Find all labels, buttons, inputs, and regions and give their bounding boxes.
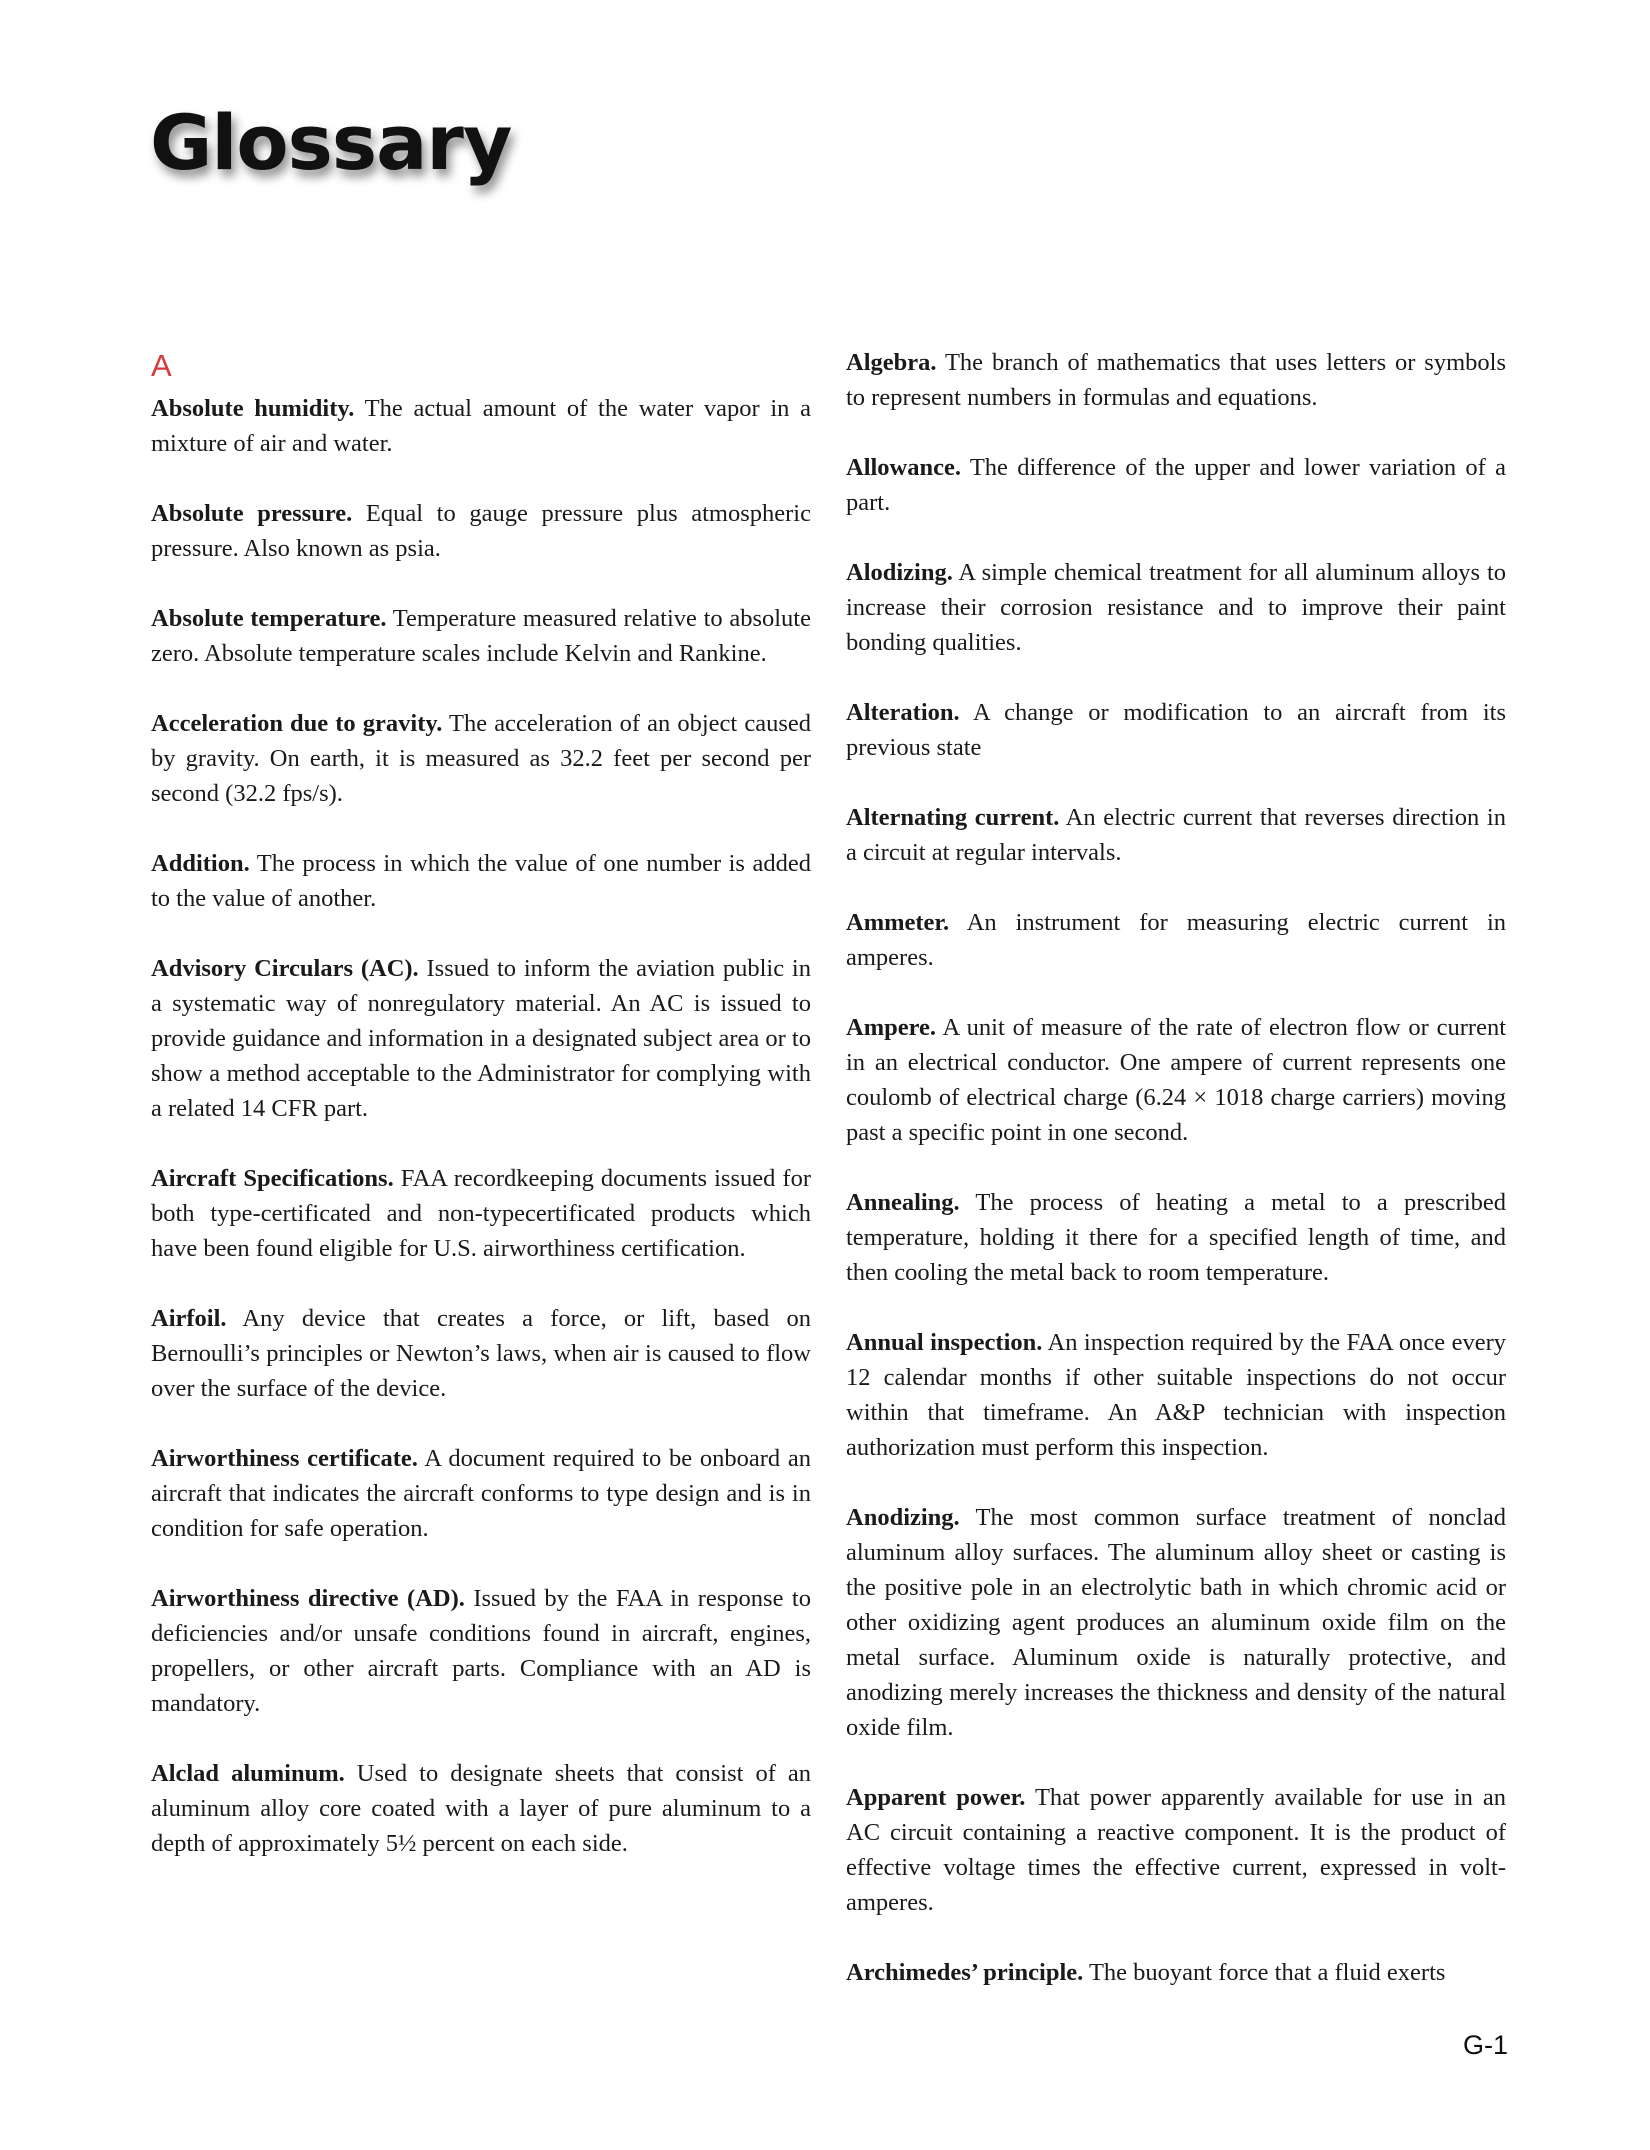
glossary-definition: The buoyant force that a fluid exerts [1083,1959,1446,1986]
glossary-entry [151,1441,811,1546]
glossary-definition: Used to designate sheets that consist of an aluminum alloy core coated with a layer of pure aluminum to a depth of approximately 5½ percent on each side. [151,1760,811,1858]
glossary-entry [846,800,1506,870]
glossary-term: Absolute temperature. [151,605,387,633]
glossary-entry [846,1780,1506,1920]
glossary-term: Airfoil. [151,1305,227,1333]
glossary-entry [151,1581,811,1721]
glossary-term: Alodizing. [846,559,953,586]
glossary-entry [846,555,1506,660]
glossary-entry [846,1500,1506,1745]
entry-list-right [846,345,1506,1990]
glossary-entry [151,846,811,916]
glossary-definition: That power apparently available for use in an AC circuit containing a reactive component. It is the product of effective voltage times the effective current, expressed in volt-amperes. [846,1784,1506,1916]
glossary-entry [151,1161,811,1266]
glossary-term: Archimedes’ principle. [846,1959,1084,1986]
glossary-term: Apparent power. [846,1784,1026,1811]
glossary-entry [151,706,811,811]
glossary-entry [846,905,1506,975]
glossary-definition: Issued by the FAA in response to deficiencies and/or unsafe conditions found in aircraft, engines, propellers, or other aircraft parts. Compliance with an AD is mandatory. [151,1585,811,1718]
glossary-definition: The branch of mathematics that uses letters or symbols to represent numbers in formulas and equations. [846,349,1506,411]
glossary-definition: A change or modification to an aircraft from its previous state [846,699,1506,761]
glossary-term: Addition. [151,850,250,878]
glossary-definition: Any device that creates a force, or lift, based on Bernoulli’s principles or Newton’s laws, when air is caused to flow over the surface of the device. [151,1305,811,1403]
glossary-term: Annealing. [846,1189,960,1216]
page-number: G-1 [1462,2030,1508,2060]
glossary-entry [846,345,1506,415]
glossary-term: Algebra. [846,349,937,376]
glossary-definition: Temperature measured relative to absolute zero. Absolute temperature scales include Kelvin and Rankine. [151,605,811,668]
glossary-definition: The acceleration of an object caused by gravity. On earth, it is measured as 32.2 feet per second per second (32.2 fps/s). [151,710,811,808]
glossary-term: Ammeter. [846,909,950,936]
glossary-column-left [151,345,811,1896]
glossary-definition: The most common surface treatment of nonclad aluminum alloy surfaces. The aluminum alloy sheet or casting is the positive pole in an electrolytic bath in which chromic acid or other oxidizing agent produces an aluminum oxide film on the metal surface. Aluminum oxide is naturally protective, and anodizing merely increases the thickness and density of the natural oxide film. [846,1504,1506,1741]
glossary-term: Advisory Circulars (AC). [151,955,419,983]
glossary-entry [846,1010,1506,1150]
section-letter: A [151,348,172,383]
glossary-term: Airworthiness certificate. [151,1445,418,1473]
glossary-term: Alteration. [846,699,960,726]
glossary-entry [846,1325,1506,1465]
glossary-definition: The difference of the upper and lower variation of a part. [846,454,1506,516]
glossary-entry [151,951,811,1126]
glossary-definition: A document required to be onboard an aircraft that indicates the aircraft conforms to type design and is in condition for safe operation. [151,1445,811,1543]
glossary-term: Allowance. [846,454,961,481]
glossary-definition: An instrument for measuring electric current in amperes. [846,909,1506,971]
glossary-entry [846,450,1506,520]
glossary-definition: A simple chemical treatment for all aluminum alloys to increase their corrosion resistance and to improve their paint bonding qualities. [846,559,1506,656]
glossary-term: Anodizing. [846,1504,960,1531]
glossary-definition: Issued to inform the aviation public in a systematic way of nonregulatory material. An AC is issued to provide guidance and information in a designated subject area or to show a method acceptable to the Administrator for complying with a related 14 CFR part. [151,955,811,1123]
glossary-definition: The actual amount of the water vapor in a mixture of air and water. [151,395,811,458]
glossary-definition: An inspection required by the FAA once every 12 calendar months if other suitable inspections do not occur within that timeframe. An A&P technician with inspection authorization must perform this inspection. [846,1329,1506,1461]
glossary-column-right [846,345,1506,2025]
glossary-entry [151,1756,811,1861]
glossary-term: Annual inspection. [846,1329,1043,1356]
entry-list-left [151,391,811,1861]
glossary-entry [846,1185,1506,1290]
glossary-definition: FAA recordkeeping documents issued for both type-certificated and non-typecertificated products which have been found eligible for U.S. airworthiness certification. [151,1165,811,1263]
glossary-term: Ampere. [846,1014,937,1041]
glossary-term: Absolute humidity. [151,395,355,423]
glossary-entry [151,496,811,566]
glossary-term: Alclad aluminum. [151,1760,345,1788]
glossary-term: Alternating current. [846,804,1060,831]
glossary-term: Airworthiness directive (AD). [151,1585,465,1613]
glossary-entry [846,1955,1506,1990]
glossary-definition: The process in which the value of one number is added to the value of another. [151,850,811,913]
glossary-entry [846,695,1506,765]
glossary-entry [151,391,811,461]
glossary-definition: An electric current that reverses direction in a circuit at regular intervals. [846,804,1506,866]
glossary-term: Acceleration due to gravity. [151,710,443,738]
glossary-definition: Equal to gauge pressure plus atmospheric pressure. Also known as psia. [151,500,811,563]
glossary-entry [151,601,811,671]
glossary-entry [151,1301,811,1406]
glossary-definition: A unit of measure of the rate of electron flow or current in an electrical conductor. One ampere of current represents one coulomb of electrical charge (6.24 × 1018 charge carriers) moving past a specific point in one second. [846,1014,1506,1146]
glossary-term: Absolute pressure. [151,500,353,528]
page-title: Glossary [150,98,512,187]
glossary-definition: The process of heating a metal to a prescribed temperature, holding it there for a specified length of time, and then cooling the metal back to room temperature. [846,1189,1506,1286]
glossary-term: Aircraft Specifications. [151,1165,394,1193]
